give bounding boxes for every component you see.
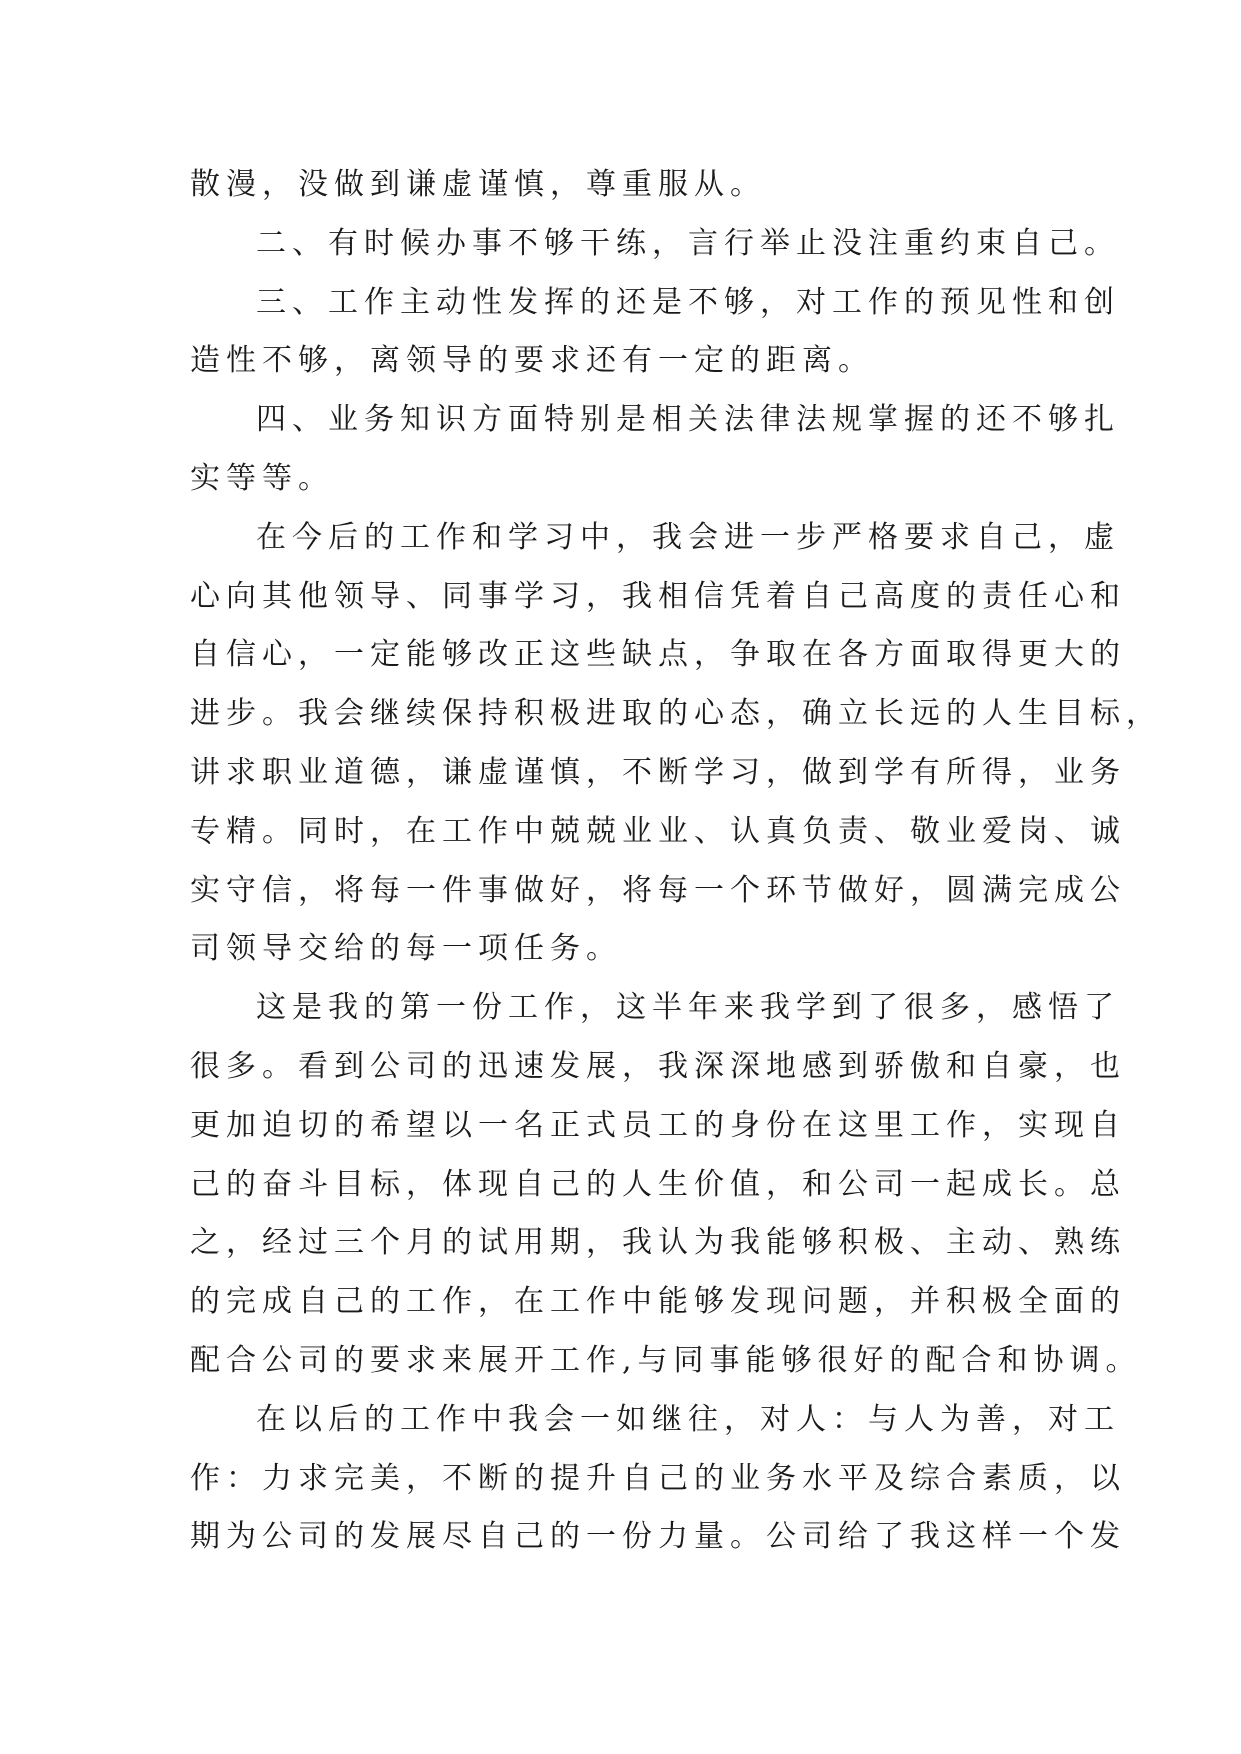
text-line: 之，经过三个月的试用期，我认为我能够积极、主动、熟练 xyxy=(190,1225,1126,1261)
text-line: 三、工作主动性发挥的还是不够，对工作的预见性和创 xyxy=(256,284,1120,320)
document-body xyxy=(190,156,1162,1567)
text-line: 在今后的工作和学习中，我会进一步严格要求自己，虚 xyxy=(256,519,1120,555)
text-line: 造性不够，离领导的要求还有一定的距离。 xyxy=(190,343,874,379)
text-line: 实守信，将每一件事做好，将每一个环节做好，圆满完成公 xyxy=(190,872,1126,908)
text-line: 更加迫切的希望以一名正式员工的身份在这里工作，实现自 xyxy=(190,1107,1126,1143)
text-line: 司领导交给的每一项任务。 xyxy=(190,931,622,967)
text-line: 配合公司的要求来展开工作,与同事能够很好的配合和协调。 xyxy=(190,1342,1142,1378)
text-line: 在以后的工作中我会一如继往，对人：与人为善，对工 xyxy=(256,1401,1120,1437)
text-line: 己的奋斗目标，体现自己的人生价值，和公司一起成长。总 xyxy=(190,1166,1126,1202)
text-line: 二、有时候办事不够干练，言行举止没注重约束自己。 xyxy=(256,225,1120,261)
text-line: 进步。我会继续保持积极进取的心态，确立长远的人生目标， xyxy=(190,696,1162,732)
text-line: 讲求职业道德，谦虚谨慎，不断学习，做到学有所得，业务 xyxy=(190,754,1126,790)
text-line: 心向其他领导、同事学习，我相信凭着自己高度的责任心和 xyxy=(190,578,1126,614)
text-line: 很多。看到公司的迅速发展，我深深地感到骄傲和自豪，也 xyxy=(190,1048,1126,1084)
text-line: 的完成自己的工作，在工作中能够发现问题，并积极全面的 xyxy=(190,1284,1126,1320)
text-line: 实等等。 xyxy=(190,460,334,496)
text-line: 专精。同时，在工作中兢兢业业、认真负责、敬业爱岗、诚 xyxy=(190,813,1126,849)
text-line: 自信心，一定能够改正这些缺点，争取在各方面取得更大的 xyxy=(190,637,1126,673)
text-line: 作：力求完美，不断的提升自己的业务水平及综合素质，以 xyxy=(190,1460,1126,1496)
text-line: 这是我的第一份工作，这半年来我学到了很多，感悟了 xyxy=(256,990,1120,1026)
text-line: 期为公司的发展尽自己的一份力量。公司给了我这样一个发 xyxy=(190,1519,1126,1555)
text-line: 四、业务知识方面特别是相关法律法规掌握的还不够扎 xyxy=(256,402,1120,438)
text-line: 散漫，没做到谦虚谨慎，尊重服从。 xyxy=(190,167,766,202)
